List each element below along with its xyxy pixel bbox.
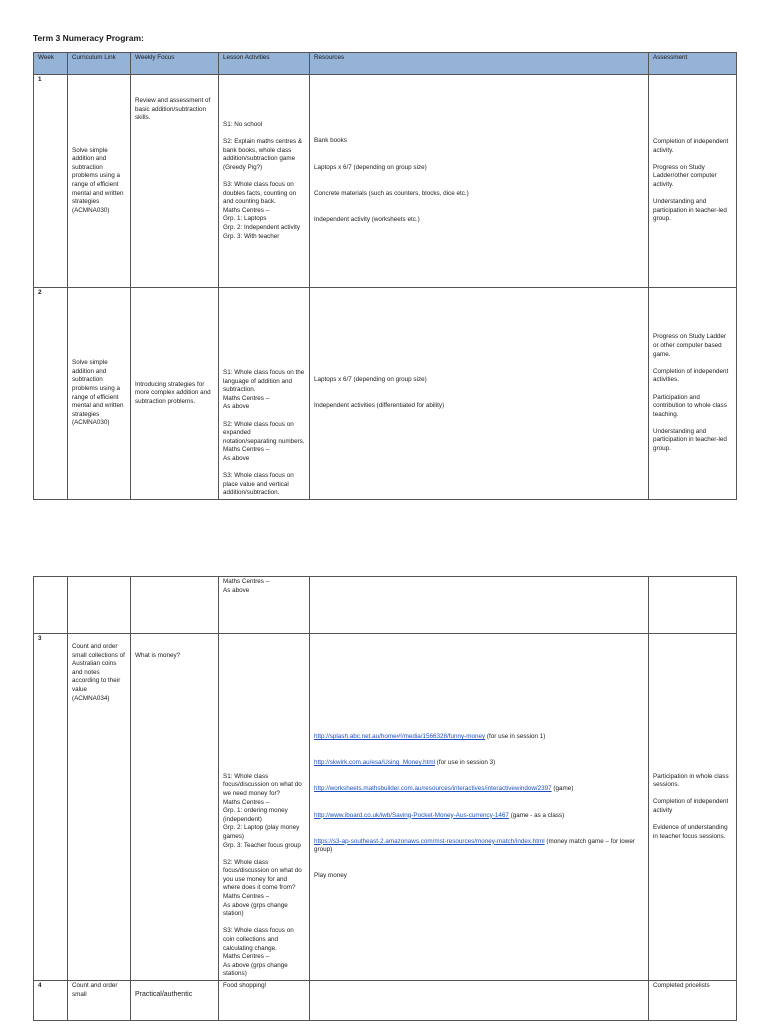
resource-item: Bank books (314, 137, 347, 145)
resource-item: Laptops x 6/7 (depending on group size) (314, 163, 427, 171)
weekly-focus: Practical/authentic (131, 981, 219, 1021)
weekly-focus: Introducing strategies for more complex addition and subtraction problems. (131, 288, 219, 500)
numeracy-program-table (33, 52, 737, 500)
resource-item: http://worksheets.mathsbuilder.com.au/resources/interactives/interactivewindow/2397 (game) (314, 785, 574, 793)
resource-item: http://www.iboard.co.uk/iwb/Saving-Pocket-Money-Aus-currency-1467 (game - as a class) (314, 811, 565, 819)
lesson-activities: S1: Whole class focus on the language of addition and subtraction. Maths Centres – As above S2: Whole class focus on expanded notation/separating numbers. Maths Centres – As above S3: Whole class focus on place value and vertical addition/subtraction. (219, 288, 310, 500)
curriculum-link: Count and order small collections of Australian coins and notes according to their value (ACMNA034) (68, 634, 131, 981)
resource-item: https://s3-ap-southeast-2.amazonaws.com/mst-resources/money-match/index.html (money match game – for lower group) (314, 837, 635, 854)
weekly-focus: What is money? (131, 634, 219, 981)
header-curriculum-link: Curriculum Link (68, 53, 131, 75)
assessment: Completed pricelists (649, 981, 737, 1021)
weekly-focus: Review and assessment of basic addition/subtraction skills. (131, 75, 219, 288)
header-assessment: Assessment (649, 53, 737, 75)
table-header-row (34, 53, 737, 75)
lesson-activities: Food shopping! (219, 981, 310, 1021)
curriculum-link: Count and order small (68, 981, 131, 1021)
resource-link[interactable]: http://worksheets.mathsbuilder.com.au/resources/interactives/interactivewindow/2397 (314, 785, 552, 793)
table-row-week-3 (34, 634, 737, 981)
assessment: Completion of independent activity. Progress on Study Ladder/other computer activity. Understanding and participation in teacher-led group. (649, 75, 737, 288)
table-row-continuation (34, 577, 737, 634)
resource-item: Laptops x 6/7 (depending on group size) (314, 376, 427, 384)
resource-link[interactable]: http://skwirk.com.au/esa/Using_Money.html (314, 759, 435, 767)
week-number: 1 (34, 75, 68, 288)
header-lesson-activities: Lesson Activities (219, 53, 310, 75)
resource-link[interactable]: https://s3-ap-southeast-2.amazonaws.com/mst-resources/money-match/index.html (314, 837, 545, 845)
header-weekly-focus: Weekly Focus (131, 53, 219, 75)
resource-item: Independent activities (differentiated for ability) (314, 402, 445, 410)
lesson-activities: Maths Centres – As above (219, 577, 310, 634)
resources (310, 75, 649, 288)
curriculum-link: Solve simple addition and subtraction problems using a range of efficient mental and written strategies (ACMNA030) (68, 75, 131, 288)
table-row-week-4 (34, 981, 737, 1021)
resource-item: Play money (314, 872, 347, 880)
document-title: Term 3 Numeracy Program: (33, 33, 144, 43)
lesson-activities: S1: No school S2: Explain maths centres & bank books, whole class addition/subtraction game (Greedy Pig?) S3: Whole class focus on doubles facts, counting on and counting back. Maths Centres – Grp. 1: Laptops Grp. 2: Independent activity Grp. 3: With teacher (219, 75, 310, 288)
resource-item: http://skwirk.com.au/esa/Using_Money.html (for use in session 3) (314, 759, 496, 767)
header-week: Week (34, 53, 68, 75)
resource-link[interactable]: http://www.iboard.co.uk/iwb/Saving-Pocket-Money-Aus-currency-1467 (314, 811, 509, 819)
resource-item: http://splash.abc.net.au/home#!/media/1566328/funny-money (for use in session 1) (314, 732, 546, 740)
assessment: Progress on Study Ladder or other computer based game. Completion of independent activities. Participation and contribution to whole class teaching. Understanding and participation in teacher-led group. (649, 288, 737, 500)
resource-item: Independent activity (worksheets etc.) (314, 215, 420, 223)
header-resources: Resources (310, 53, 649, 75)
curriculum-link: Solve simple addition and subtraction problems using a range of efficient mental and written strategies (ACMNA030) (68, 288, 131, 500)
resource-link[interactable]: http://splash.abc.net.au/home#!/media/1566328/funny-money (314, 732, 486, 740)
table-row-week-1 (34, 75, 737, 288)
assessment: Participation in whole class sessions. Completion of independent activity Evidence of understanding in teacher focus sessions. (649, 634, 737, 981)
resources (310, 634, 649, 981)
lesson-activities: S1: Whole class focus/discussion on what do we need money for? Maths Centres – Grp. 1: ordering money (independent) Grp. 2: Laptop (play money games) Grp. 3: Teacher focus group S2: Whole class focus/discussion on what do you use money for and where does it come from? Maths Centres – As above (grps change station) S3: Whole class focus on coin collections and calculating change. Maths Centres – As above (grps change stations) (219, 634, 310, 981)
week-number: 3 (34, 634, 68, 981)
table-row-week-2 (34, 288, 737, 500)
week-number: 4 (34, 981, 68, 1021)
resource-item: Concrete materials (such as counters, blocks, dice etc.) (314, 189, 469, 197)
resources (310, 981, 649, 1021)
numeracy-program-table-continued (33, 576, 737, 1021)
week-number: 2 (34, 288, 68, 500)
resources (310, 288, 649, 500)
